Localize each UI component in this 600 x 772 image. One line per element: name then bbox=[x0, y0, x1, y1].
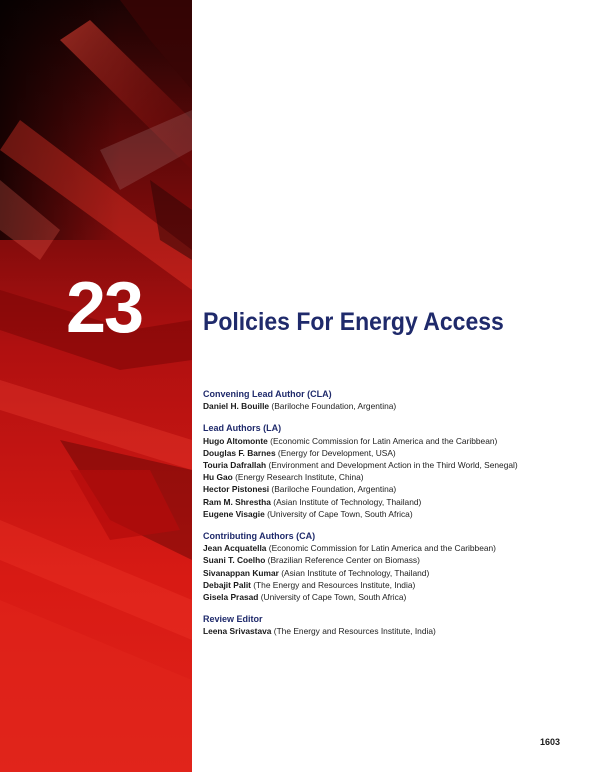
author-affiliation: (Asian Institute of Technology, Thailand) bbox=[270, 496, 422, 507]
section-heading: Convening Lead Author (CLA) bbox=[203, 389, 332, 399]
author-name: Daniel H. Bouille bbox=[203, 401, 270, 412]
author-name: Suani T. Coelho bbox=[203, 555, 266, 566]
chapter-number: 23 bbox=[66, 268, 143, 348]
author-affiliation: (Economic Commission for Latin America and the Caribbean) bbox=[266, 543, 496, 554]
author-entry bbox=[203, 471, 593, 483]
section-review-editor bbox=[203, 613, 593, 637]
author-affiliation: (Energy for Development, USA) bbox=[275, 447, 396, 458]
author-name: Ram M. Shrestha bbox=[203, 496, 271, 507]
author-name: Gisela Prasad bbox=[203, 592, 259, 603]
section-heading: Lead Authors (LA) bbox=[203, 423, 282, 434]
author-entry bbox=[203, 591, 593, 603]
author-affiliation: (The Energy and Resources Institute, India) bbox=[250, 579, 416, 590]
author-affiliation: (Asian Institute of Technology, Thailand) bbox=[278, 567, 430, 578]
author-name: Hector Pistonesi bbox=[203, 484, 270, 495]
author-affiliation: (Economic Commission for Latin America and the Caribbean) bbox=[267, 435, 498, 446]
author-affiliation: (Bariloche Foundation, Argentina) bbox=[269, 484, 397, 495]
author-entry bbox=[203, 579, 593, 591]
author-name: Jean Acquatella bbox=[203, 543, 267, 554]
author-name: Hu Gao bbox=[203, 472, 233, 483]
author-list bbox=[203, 388, 593, 648]
author-affiliation: (Brazilian Reference Center on Biomass) bbox=[265, 555, 420, 566]
author-entry bbox=[203, 542, 593, 554]
author-affiliation: (University of Cape Town, South Africa) bbox=[258, 592, 407, 603]
author-entry bbox=[203, 554, 593, 566]
author-entry bbox=[203, 435, 593, 447]
author-affiliation: (The Energy and Resources Institute, India) bbox=[271, 626, 436, 637]
author-entry bbox=[203, 496, 593, 508]
author-entry bbox=[203, 447, 593, 459]
page-number: 1603 bbox=[540, 737, 561, 747]
author-name: Eugene Visagie bbox=[203, 508, 265, 519]
author-entry bbox=[203, 459, 593, 471]
author-entry bbox=[203, 625, 593, 637]
author-name: Sivanappan Kumar bbox=[203, 567, 279, 578]
author-affiliation: (University of Cape Town, South Africa) bbox=[264, 508, 413, 519]
chapter-cover-graphic bbox=[0, 0, 192, 772]
author-entry bbox=[203, 508, 593, 520]
author-name: Debajit Palit bbox=[203, 579, 251, 590]
author-affiliation: (Energy Research Institute, China) bbox=[232, 472, 364, 483]
chapter-title: Policies For Energy Access bbox=[203, 308, 504, 336]
author-name: Douglas F. Barnes bbox=[203, 447, 276, 458]
author-name: Touria Dafrallah bbox=[203, 460, 267, 471]
author-entry bbox=[203, 567, 593, 579]
author-affiliation: (Bariloche Foundation, Argentina) bbox=[269, 401, 397, 412]
section-contributing-authors bbox=[203, 530, 593, 603]
author-name: Leena Srivastava bbox=[203, 626, 272, 637]
section-convening-lead-authors bbox=[203, 388, 593, 412]
author-affiliation: (Environment and Development Action in the Third World, Senegal) bbox=[266, 460, 518, 471]
section-heading: Contributing Authors (CA) bbox=[203, 531, 316, 542]
author-entry bbox=[203, 400, 593, 412]
author-name: Hugo Altomonte bbox=[203, 435, 268, 446]
author-entry bbox=[203, 483, 593, 495]
section-lead-authors bbox=[203, 422, 593, 520]
section-heading: Review Editor bbox=[203, 614, 263, 625]
